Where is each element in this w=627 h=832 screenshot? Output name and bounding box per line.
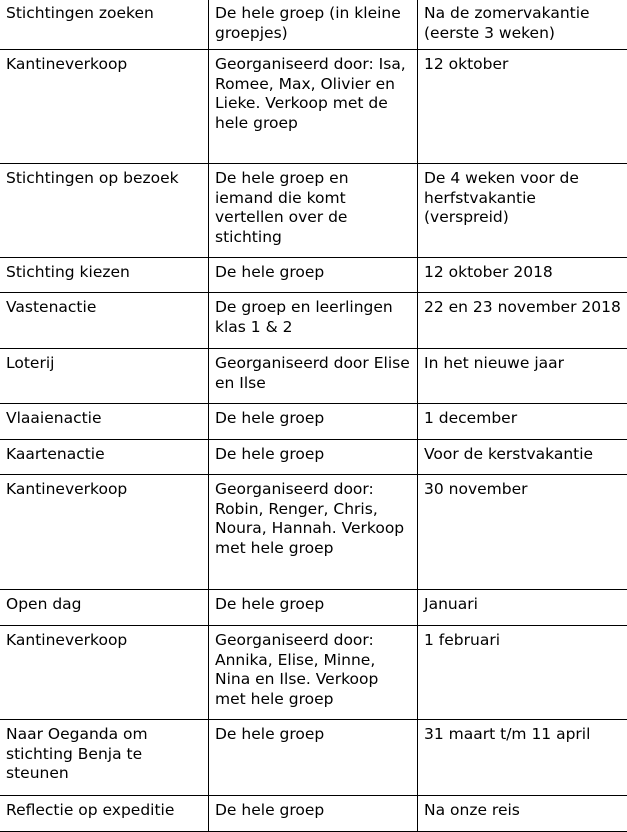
participants-cell: De hele groep <box>209 590 418 626</box>
activity-cell: Stichtingen zoeken <box>0 0 209 50</box>
table-row <box>0 0 627 50</box>
activity-cell: Naar Oeganda om stichting Benja te steunen <box>0 720 209 796</box>
table-row <box>0 258 627 293</box>
date-cell: 22 en 23 november 2018 <box>418 293 627 349</box>
date-cell: 12 oktober <box>418 50 627 164</box>
table-row <box>0 626 627 720</box>
date-cell: In het nieuwe jaar <box>418 349 627 404</box>
participants-cell: De hele groep <box>209 404 418 440</box>
table-row <box>0 720 627 796</box>
participants-cell: De hele groep en iemand die komt vertellen over de stichting <box>209 164 418 258</box>
activity-cell: Stichtingen op bezoek <box>0 164 209 258</box>
participants-cell: De hele groep <box>209 796 418 832</box>
participants-cell: Georganiseerd door Elise en Ilse <box>209 349 418 404</box>
date-cell: Na onze reis <box>418 796 627 832</box>
table-row <box>0 590 627 626</box>
date-cell: Januari <box>418 590 627 626</box>
activity-cell: Kantineverkoop <box>0 626 209 720</box>
activity-cell: Reflectie op expeditie <box>0 796 209 832</box>
activity-cell: Kantineverkoop <box>0 475 209 590</box>
participants-cell: De hele groep <box>209 720 418 796</box>
table-row <box>0 475 627 590</box>
table-row <box>0 404 627 440</box>
date-cell: 1 december <box>418 404 627 440</box>
activity-cell: Loterij <box>0 349 209 404</box>
date-cell: 12 oktober 2018 <box>418 258 627 293</box>
date-cell: 30 november <box>418 475 627 590</box>
activity-cell: Kantineverkoop <box>0 50 209 164</box>
participants-cell: De hele groep <box>209 258 418 293</box>
participants-cell: De hele groep (in kleine groepjes) <box>209 0 418 50</box>
activity-cell: Kaartenactie <box>0 440 209 475</box>
date-cell: Na de zomervakantie (eerste 3 weken) <box>418 0 627 50</box>
table-row <box>0 50 627 164</box>
participants-cell: De groep en leerlingen klas 1 & 2 <box>209 293 418 349</box>
table-row <box>0 796 627 832</box>
activity-cell: Stichting kiezen <box>0 258 209 293</box>
table-row <box>0 293 627 349</box>
activity-cell: Vlaaienactie <box>0 404 209 440</box>
participants-cell: Georganiseerd door: Annika, Elise, Minne, Nina en Ilse. Verkoop met hele groep <box>209 626 418 720</box>
table-row <box>0 164 627 258</box>
table-row <box>0 440 627 475</box>
table-row <box>0 349 627 404</box>
participants-cell: Georganiseerd door: Robin, Renger, Chris, Noura, Hannah. Verkoop met hele groep <box>209 475 418 590</box>
date-cell: De 4 weken voor de herfstvakantie (verspreid) <box>418 164 627 258</box>
date-cell: 1 februari <box>418 626 627 720</box>
date-cell: Voor de kerstvakantie <box>418 440 627 475</box>
date-cell: 31 maart t/m 11 april <box>418 720 627 796</box>
activity-cell: Vastenactie <box>0 293 209 349</box>
activity-cell: Open dag <box>0 590 209 626</box>
participants-cell: Georganiseerd door: Isa, Romee, Max, Olivier en Lieke. Verkoop met de hele groep <box>209 50 418 164</box>
participants-cell: De hele groep <box>209 440 418 475</box>
